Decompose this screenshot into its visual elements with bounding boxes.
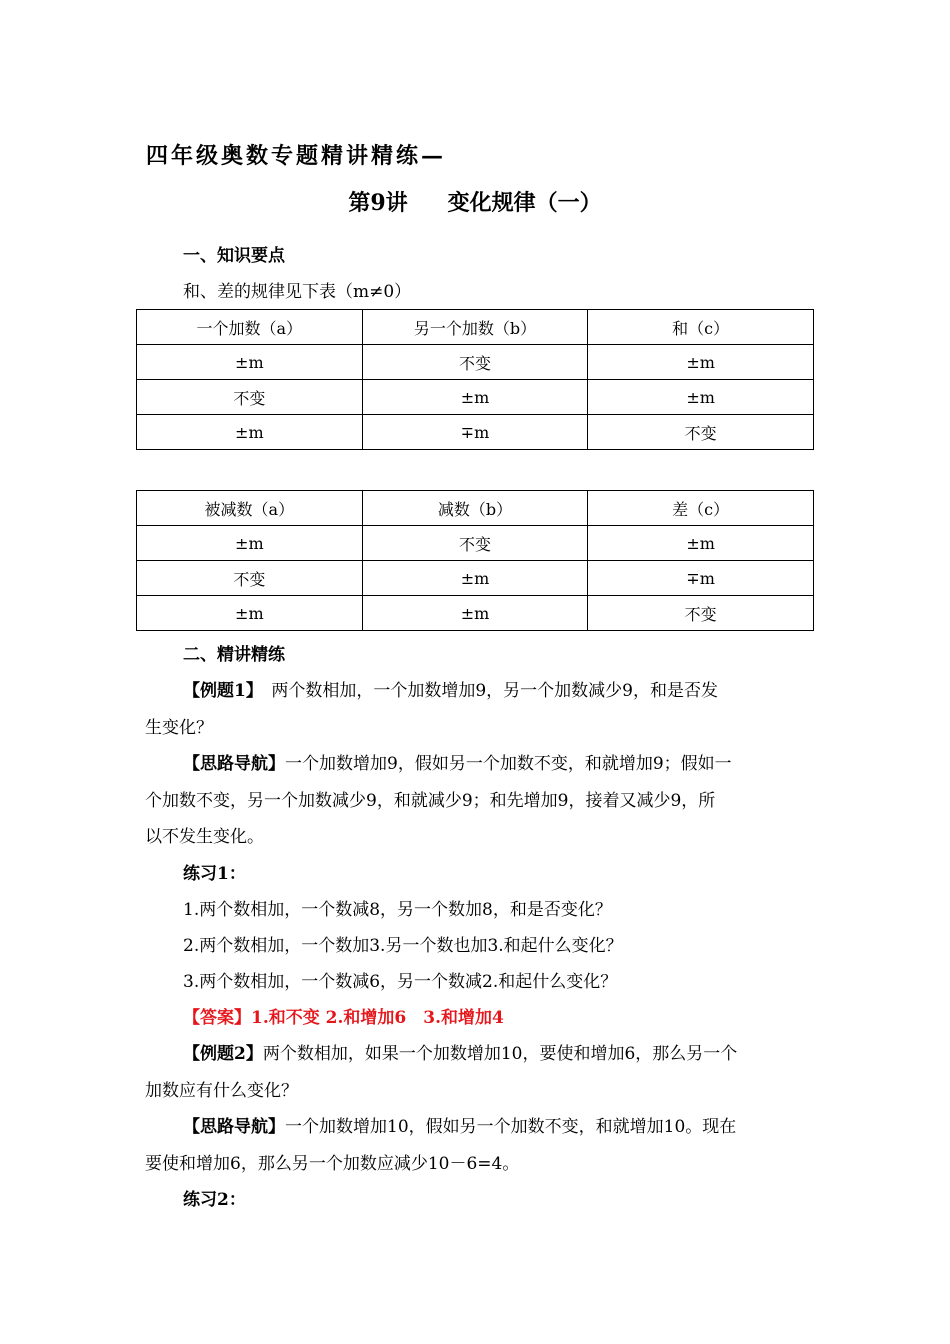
- table-cell: ±m: [362, 380, 588, 415]
- sum-rule-table: [136, 309, 814, 450]
- table-cell: 不变: [362, 526, 588, 561]
- guide2-text: 一个加数增加10，假如另一个加数不变，和就增加10。现在: [285, 1117, 737, 1137]
- table-header-cell: 和（c）: [588, 310, 814, 345]
- table-header-cell: 减数（b）: [362, 491, 588, 526]
- table-header-row: [137, 491, 814, 526]
- table-row: [137, 415, 814, 450]
- example2-line1: [183, 1039, 737, 1064]
- table-cell: ±m: [588, 380, 814, 415]
- practice1-item: 2.两个数相加，一个数加3.另一个数也加3.和起什么变化？: [183, 936, 623, 956]
- guide1-line3: 以不发生变化。: [145, 827, 264, 847]
- guide2-line1: [183, 1112, 736, 1137]
- table-cell: ∓m: [588, 561, 814, 596]
- guide1-line2: 个加数不变，另一个加数减少9，和就减少9；和先增加9，接着又减少9，所: [145, 791, 716, 811]
- lecture-topic: 变化规律（一）: [447, 190, 602, 216]
- table-cell: 不变: [137, 380, 363, 415]
- example1-text: 两个数相加，一个加数增加9，另一个加数减少9，和是否发: [254, 681, 718, 701]
- table-header-cell: 一个加数（a）: [137, 310, 363, 345]
- guide-tag: 【思路导航】: [183, 1117, 285, 1137]
- table-cell: ±m: [362, 596, 588, 631]
- practice1-heading: 练习1：: [183, 864, 246, 884]
- table-header-cell: 另一个加数（b）: [362, 310, 588, 345]
- lecture-number: 第9讲: [348, 190, 408, 216]
- example1-line1: [183, 676, 718, 701]
- practice2-heading: 练习2：: [183, 1190, 246, 1210]
- table-cell: ±m: [588, 345, 814, 380]
- table-cell: 不变: [137, 561, 363, 596]
- series-title: 四年级奥数专题精讲精练—: [146, 143, 447, 169]
- example2-tag: 【例题2】: [183, 1044, 263, 1064]
- example1-line2: 生变化？: [145, 718, 213, 738]
- table-cell: ±m: [137, 526, 363, 561]
- guide1-line1: [183, 749, 732, 774]
- section1-intro: 和、差的规律见下表（m≠0）: [183, 282, 412, 302]
- table-cell: ±m: [362, 561, 588, 596]
- table-row: [137, 526, 814, 561]
- table-cell: ±m: [137, 415, 363, 450]
- table-row: [137, 380, 814, 415]
- example1-tag: 【例题1】: [183, 681, 255, 701]
- lecture-title: [0, 186, 950, 217]
- guide1-text: 一个加数增加9，假如另一个加数不变，和就增加9；假如一: [285, 754, 732, 774]
- answer1: 【答案】1.和不变 2.和增加6 3.和增加4: [183, 1008, 504, 1028]
- table-header-cell: 被减数（a）: [137, 491, 363, 526]
- table-cell: 不变: [588, 596, 814, 631]
- practice1-item: 1.两个数相加，一个数减8，另一个数加8，和是否变化？: [183, 900, 612, 920]
- table-header-cell: 差（c）: [588, 491, 814, 526]
- table-cell: ±m: [137, 596, 363, 631]
- example2-line2: 加数应有什么变化？: [145, 1081, 298, 1101]
- table-row: [137, 345, 814, 380]
- table-cell: ∓m: [362, 415, 588, 450]
- example2-text: 两个数相加，如果一个加数增加10，要使和增加6，那么另一个: [262, 1044, 738, 1064]
- table-row: [137, 561, 814, 596]
- section2-heading: 二、精讲精练: [183, 645, 285, 665]
- table-cell: ±m: [137, 345, 363, 380]
- table-cell: ±m: [588, 526, 814, 561]
- table-row: [137, 596, 814, 631]
- difference-rule-table: [136, 490, 814, 631]
- table-cell: 不变: [362, 345, 588, 380]
- section1-heading: 一、知识要点: [183, 246, 285, 266]
- table-cell: 不变: [588, 415, 814, 450]
- guide2-line2: 要使和增加6，那么另一个加数应减少10－6=4。: [145, 1154, 520, 1174]
- practice1-item: 3.两个数相加，一个数减6，另一个数减2.和起什么变化？: [183, 972, 618, 992]
- guide-tag: 【思路导航】: [183, 754, 285, 774]
- table-header-row: [137, 310, 814, 345]
